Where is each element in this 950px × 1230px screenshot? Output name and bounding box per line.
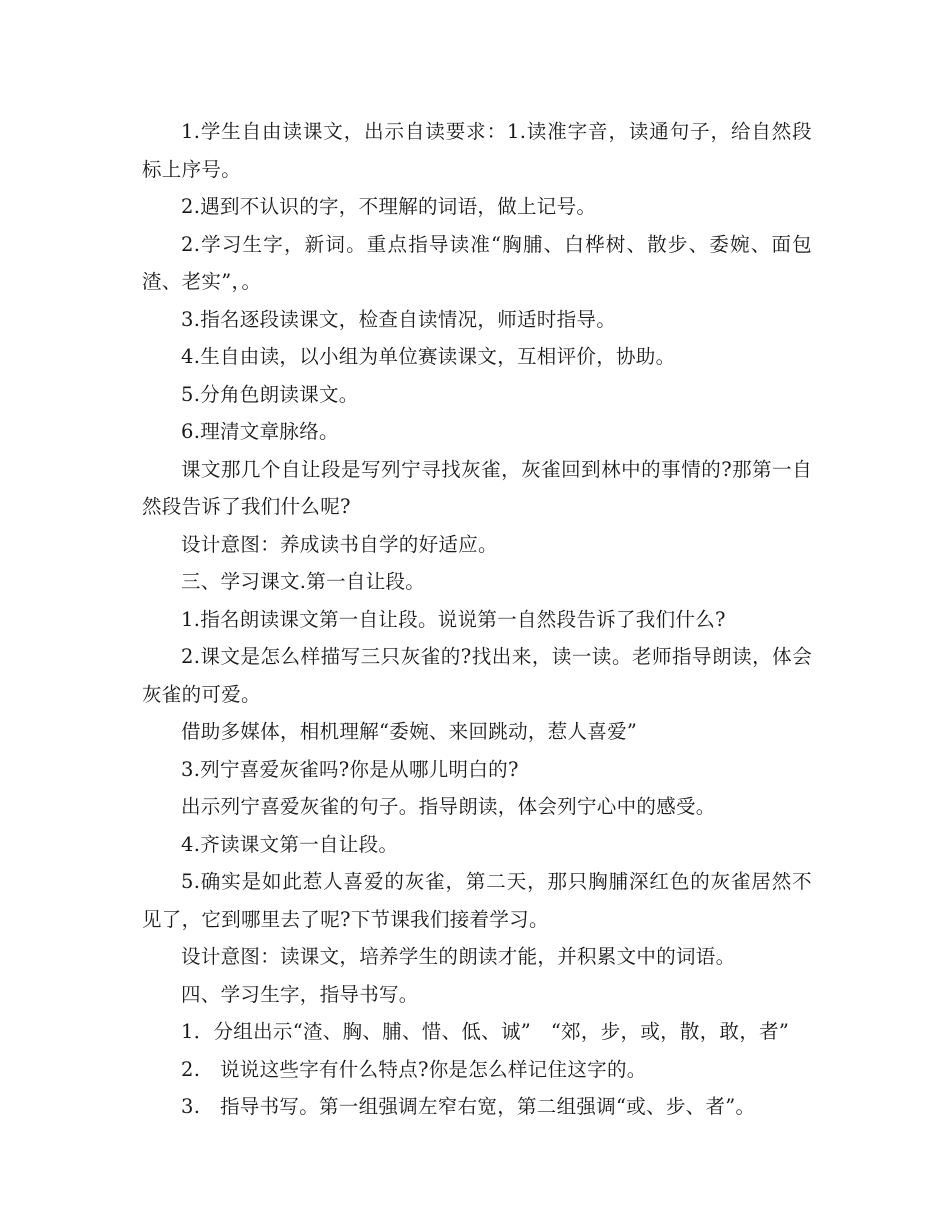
paragraph-22: 3. 指导书写。第一组强调左窄右宽，第二组强调“或、步、者”。 — [181, 1095, 756, 1118]
paragraph-1: 1.学生自由读课文，出示自读要求：1.读准字音，读通句子，给自然段标上序号。 — [142, 120, 812, 181]
paragraph-15: 出示列宁喜爱灰雀的句子。指导朗读，体会列宁心中的感受。 — [181, 795, 716, 818]
paragraph-7: 6.理清文章脉络。 — [181, 420, 339, 443]
paragraph-13: 借助多媒体，相机理解“委婉、来回跳动，惹人喜爱” — [181, 720, 638, 743]
paragraph-5: 4.生自由读，以小组为单位赛读课文，互相评价，协助。 — [181, 345, 676, 368]
paragraph-8: 课文那几个自让段是写列宁寻找灰雀，灰雀回到林中的事情的?那第一自然段告诉了我们什么呢? — [142, 457, 812, 518]
paragraph-21: 2. 说说这些字有什么特点?你是怎么样记住这字的。 — [181, 1057, 647, 1081]
paragraph-18: 设计意图：读课文，培养学生的朗读才能，并积累文中的词语。 — [181, 945, 736, 968]
paragraph-16: 4.齐读课文第一自让段。 — [181, 832, 399, 856]
paragraph-4: 3.指名逐段读课文，检查自读情况，师适时指导。 — [181, 307, 617, 331]
paragraph-9: 设计意图：养成读书自学的好适应。 — [181, 532, 498, 556]
document-body — [142, 113, 812, 1126]
paragraph-3: 2.学习生字，新词。重点指导读准“胸脯、白桦树、散步、委婉、面包渣、老实”，。 — [142, 232, 812, 293]
paragraph-6: 5.分角色朗读课文。 — [181, 382, 359, 406]
section-heading-3: 三、学习课文.第一自让段。 — [181, 570, 426, 593]
paragraph-12: 2.课文是怎么样描写三只灰雀的?找出来，读一读。老师指导朗读，体会灰雀的可爱。 — [142, 645, 812, 706]
paragraph-20: 1．分组出示“渣、胸、脯、惜、低、诚” “郊，步，或，散，敢，者” — [181, 1020, 790, 1043]
paragraph-14: 3.列宁喜爱灰雀吗?你是从哪儿明白的? — [181, 757, 519, 781]
section-heading-4: 四、学习生字，指导书写。 — [181, 982, 419, 1006]
paragraph-2: 2.遇到不认识的字，不理解的词语，做上记号。 — [181, 195, 597, 218]
paragraph-11: 1.指名朗读课文第一自让段。说说第一自然段告诉了我们什么? — [181, 607, 726, 631]
paragraph-17: 5.确实是如此惹人喜爱的灰雀，第二天，那只胸脯深红色的灰雀居然不见了，它到哪里去了呢?下节课我们接着学习。 — [142, 870, 812, 931]
